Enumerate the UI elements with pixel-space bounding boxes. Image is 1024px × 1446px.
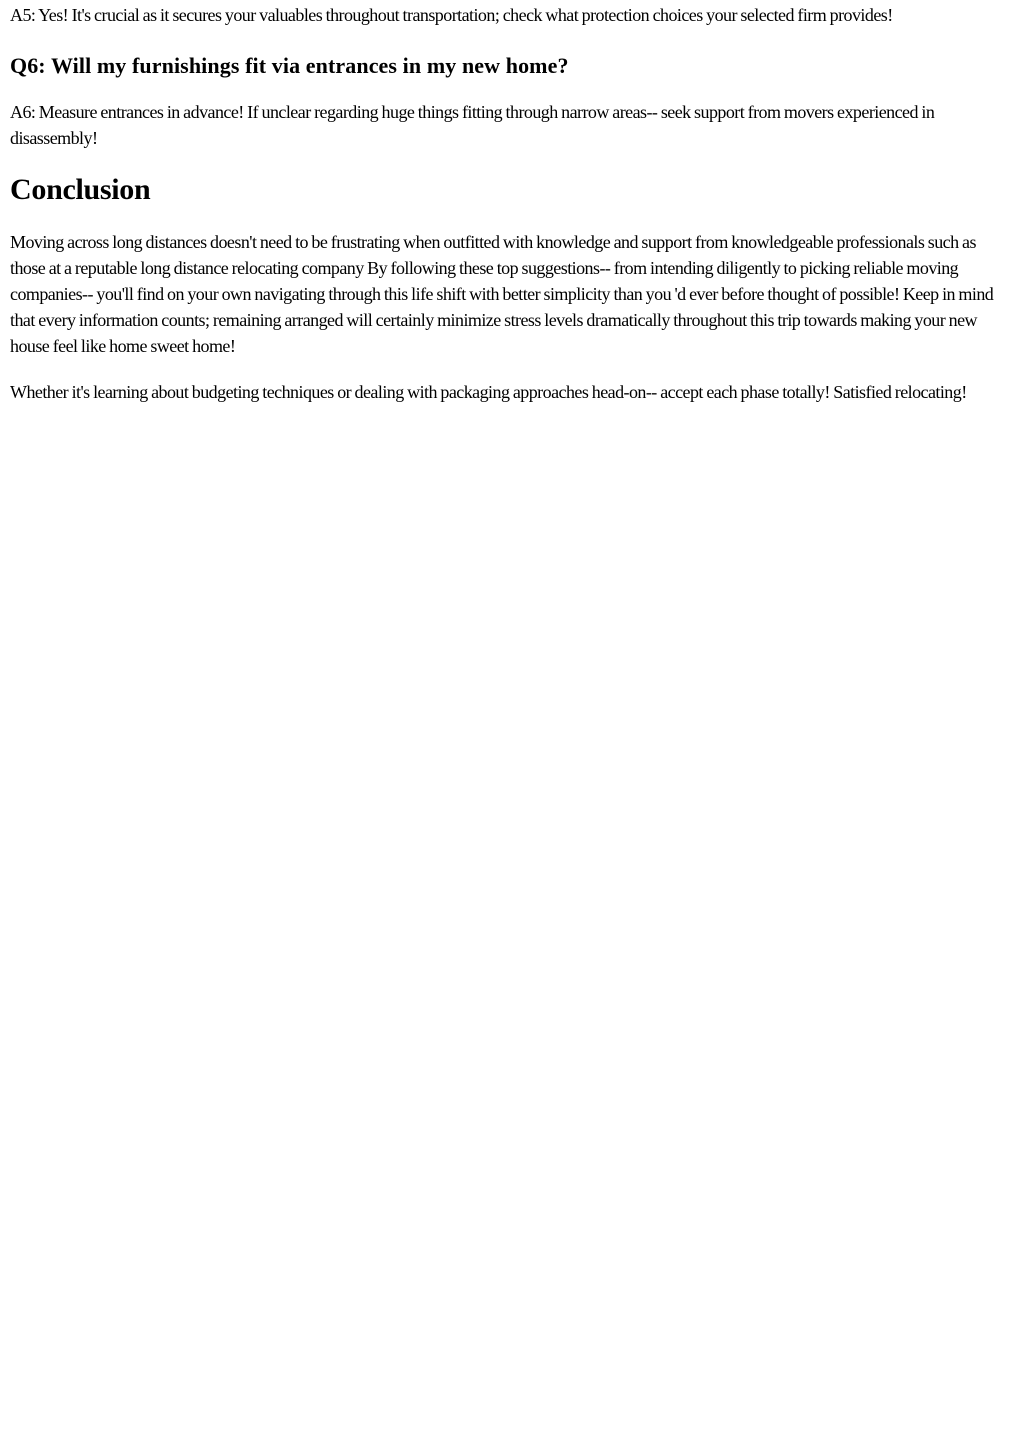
faq-answer-6: A6: Measure entrances in advance! If unclear regarding huge things fitting through narrow areas-- seek support from movers experienced in disassembly! <box>10 102 935 148</box>
conclusion-heading: Conclusion <box>10 173 151 206</box>
conclusion-paragraph-1: Moving across long distances doesn't need to be frustrating when outfitted with knowledge and support from knowledgeable professionals such as those at a reputable long distance relocating company By following these top suggestions-- from intending diligently to picking reliable moving companies-- you'll find on your own navigating through this life shift with better simplicity than you 'd ever before thought of possible! Keep in mind that every information counts; remaining arranged will certainly minimize stress levels dramatically throughout this trip towards making your new house feel like home sweet home! <box>10 232 994 356</box>
faq-answer-5: A5: Yes! It's crucial as it secures your valuables throughout transportation; check what protection choices your selected firm provides! <box>10 5 893 25</box>
conclusion-paragraph-2: Whether it's learning about budgeting techniques or dealing with packaging approaches head-on-- accept each phase totally! Satisfied relocating! <box>10 382 967 402</box>
faq-question-6: Q6: Will my furnishings fit via entrances in my new home? <box>10 53 569 78</box>
